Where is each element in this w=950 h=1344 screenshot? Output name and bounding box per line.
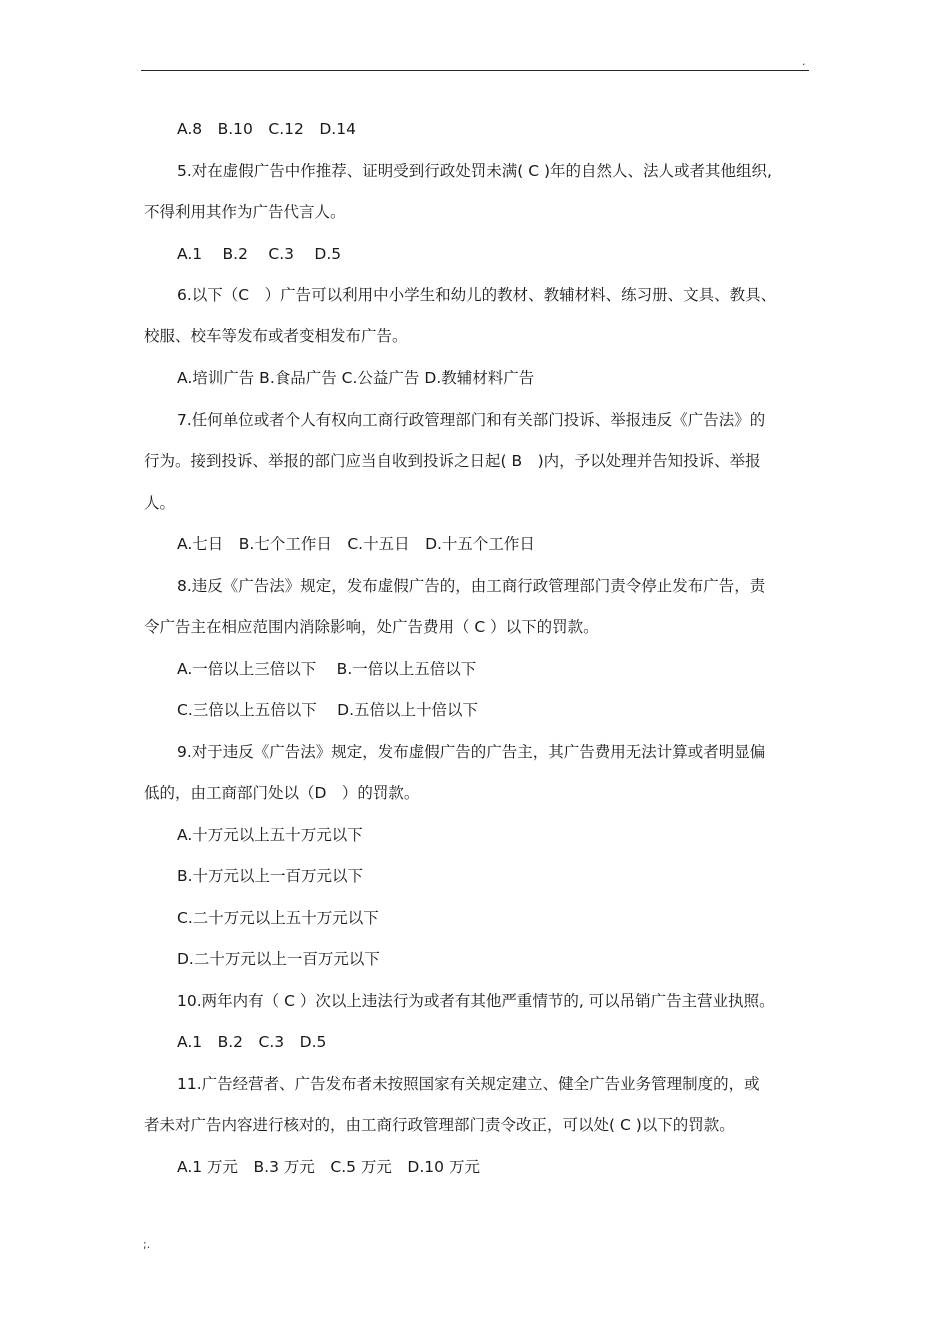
q7-options: A.七日 B.七个工作日 C.十五日 D.十五个工作日	[177, 535, 535, 553]
q6-text-line1: 6.以下（C ）广告可以利用中小学生和幼儿的教材、教辅材料、练习册、文具、教具、	[177, 286, 777, 304]
q7-text-line2: 行为。接到投诉、举报的部门应当自收到投诉之日起( B )内，予以处理并告知投诉、举报	[144, 452, 761, 470]
q9-option-b: B.十万元以上一百万元以下	[177, 867, 364, 885]
q6-options: A.培训广告 B.食品广告 C.公益广告 D.教辅材料广告	[177, 369, 535, 387]
q9-option-c: C.二十万元以上五十万元以下	[177, 909, 379, 927]
q11-text-line2: 者未对广告内容进行核对的，由工商行政管理部门责令改正，可以处( C )以下的罚款。	[144, 1116, 735, 1134]
q7-text-line3: 人。	[144, 494, 176, 512]
q4-options: A.8 B.10 C.12 D.14	[177, 120, 356, 138]
q11-options: A.1 万元 B.3 万元 C.5 万元 D.10 万元	[177, 1158, 480, 1176]
q10-text: 10.两年内有（ C ）次以上违法行为或者有其他严重情节的, 可以吊销广告主营业执照。	[177, 992, 775, 1010]
q6-text-line2: 校服、校车等发布或者变相发布广告。	[144, 327, 408, 345]
q9-text-line1: 9.对于违反《广告法》规定，发布虚假广告的广告主，其广告费用无法计算或者明显偏	[177, 743, 766, 761]
q5-options: A.1 B.2 C.3 D.5	[177, 245, 342, 263]
q7-text-line1: 7.任何单位或者个人有权向工商行政管理部门和有关部门投诉、举报违反《广告法》的	[177, 411, 766, 429]
q8-options-ab: A.一倍以上三倍以下 B.一倍以上五倍以下	[177, 660, 477, 678]
q5-text-line1: 5.对在虚假广告中作推荐、证明受到行政处罚未满( C )年的自然人、法人或者其他组织,	[177, 162, 772, 180]
q8-options-cd: C.三倍以上五倍以下 D.五倍以上十倍以下	[177, 701, 479, 719]
header-rule	[141, 70, 809, 71]
q5-text-line2: 不得利用其作为广告代言人。	[144, 203, 346, 221]
footer-mark: ;.	[143, 1238, 151, 1251]
q9-text-line2: 低的，由工商部门处以（D ）的罚款。	[144, 784, 420, 802]
q9-option-a: A.十万元以上五十万元以下	[177, 826, 363, 844]
q10-options: A.1 B.2 C.3 D.5	[177, 1033, 327, 1051]
q11-text-line1: 11.广告经营者、广告发布者未按照国家有关规定建立、健全广告业务管理制度的，或	[177, 1075, 760, 1093]
header-mark: .	[802, 55, 806, 68]
q8-text-line1: 8.违反《广告法》规定，发布虚假广告的，由工商行政管理部门责令停止发布广告，责	[177, 577, 766, 595]
q9-option-d: D.二十万元以上一百万元以下	[177, 950, 380, 968]
q8-text-line2: 令广告主在相应范围内消除影响，处广告费用（ C ）以下的罚款。	[144, 618, 599, 636]
